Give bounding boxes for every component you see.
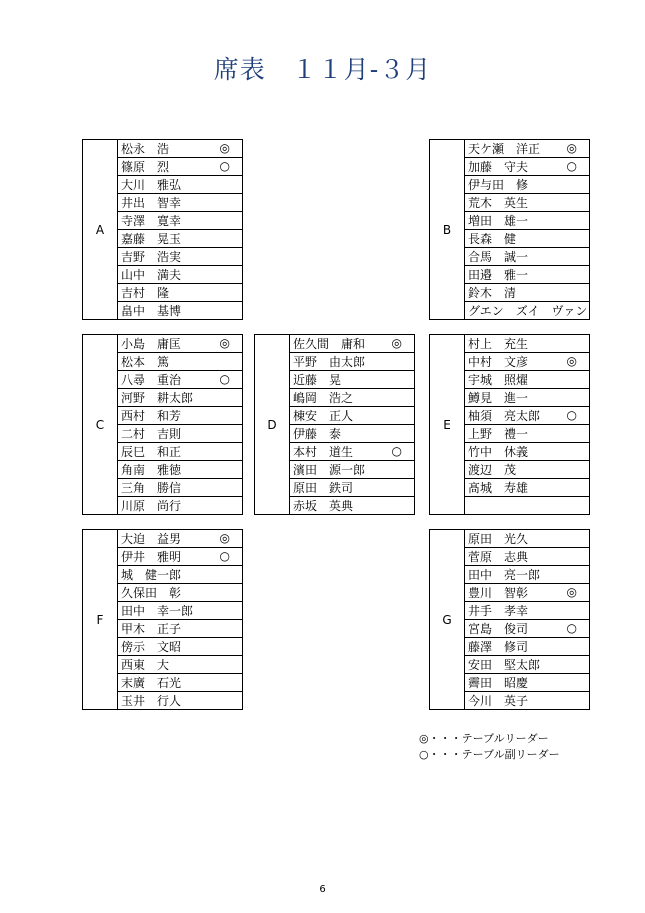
seat-cell: [118, 212, 243, 230]
seat-cell: [118, 425, 243, 443]
seat-name: 畠中 基博: [121, 303, 182, 318]
seat-name: 甲木 正子: [121, 621, 182, 636]
seat-name: 伊井 雅明: [121, 549, 182, 564]
seat-name: 平野 由太郎: [293, 354, 366, 369]
table-label: B: [430, 140, 465, 320]
seat-cell: [465, 548, 590, 566]
seat-name: 河野 耕太郎: [121, 390, 194, 405]
seat-cell: [465, 230, 590, 248]
seat-name: 大迫 益男: [121, 531, 182, 546]
seat-cell: [118, 302, 243, 320]
seat-cell: [290, 407, 415, 425]
seat-name: グエン ズイ ヴァン: [468, 303, 588, 318]
seat-name: 井手 孝幸: [468, 603, 529, 618]
seat-cell: [465, 566, 590, 584]
seat-name: 寺澤 寛幸: [121, 213, 182, 228]
seat-name: 濱田 源一郎: [293, 462, 366, 477]
table-label: G: [430, 530, 465, 710]
seat-name: 三角 勝信: [121, 480, 182, 495]
seat-cell: [118, 674, 243, 692]
seat-name: 天ケ瀬 洋正: [468, 141, 541, 156]
seat-cell: [118, 461, 243, 479]
seat-name: 赤坂 英典: [293, 498, 354, 513]
seat-name: 二村 吉則: [121, 426, 182, 441]
role-mark: ○: [566, 621, 577, 635]
seat-name: 村上 充生: [468, 336, 529, 351]
seat-cell: [118, 497, 243, 515]
seat-name: 嘉藤 晃玉: [121, 231, 182, 246]
seat-name: 宇城 照燿: [468, 372, 529, 387]
seat-cell: [465, 284, 590, 302]
seat-cell: [465, 530, 590, 548]
seat-cell: [465, 497, 590, 515]
seat-cell: [465, 656, 590, 674]
seat-cell: [465, 389, 590, 407]
seat-cell: [465, 194, 590, 212]
seat-cell: [118, 407, 243, 425]
seat-cell: [118, 389, 243, 407]
table-label: E: [430, 335, 465, 515]
table-label: A: [83, 140, 118, 320]
seat-name: 辰巳 和正: [121, 444, 182, 459]
role-mark: ○: [219, 159, 230, 173]
seat-name: 原田 光久: [468, 531, 529, 546]
seat-name: 山中 満夫: [121, 267, 182, 282]
seat-name: 宮島 俊司: [468, 621, 529, 636]
seat-cell: [118, 479, 243, 497]
seat-cell: [118, 584, 243, 602]
seat-cell: [465, 176, 590, 194]
seat-table-e: [429, 334, 590, 515]
seat-cell: [465, 584, 590, 602]
seat-name: 棟安 正人: [293, 408, 354, 423]
seat-cell: [118, 158, 243, 176]
seat-cell: [118, 692, 243, 710]
seat-cell: [465, 602, 590, 620]
seat-cell: [465, 371, 590, 389]
seat-cell: [118, 602, 243, 620]
seat-name: 今川 英子: [468, 693, 529, 708]
seat-cell: [118, 140, 243, 158]
seat-name: 西村 和芳: [121, 408, 182, 423]
seat-cell: [465, 158, 590, 176]
seat-cell: [465, 266, 590, 284]
role-mark: ○: [219, 372, 230, 386]
seat-table-f: [82, 529, 243, 710]
seat-cell: [465, 479, 590, 497]
role-mark: ○: [219, 549, 230, 563]
seat-name: 松本 篤: [121, 354, 170, 369]
seat-name: 伊藤 泰: [293, 426, 342, 441]
seat-cell: [290, 443, 415, 461]
seat-name: 髙城 寿雄: [468, 480, 529, 495]
seat-cell: [290, 425, 415, 443]
role-mark: ◎: [566, 141, 577, 155]
seat-cell: [465, 140, 590, 158]
seat-cell: [290, 371, 415, 389]
role-mark: ◎: [219, 141, 230, 155]
seat-name: 田中 亮一郎: [468, 567, 541, 582]
seat-cell: [118, 176, 243, 194]
seat-name: 田中 幸一郎: [121, 603, 194, 618]
seat-table-d: [254, 334, 415, 515]
seat-cell: [118, 230, 243, 248]
seat-cell: [118, 656, 243, 674]
seat-name: 伊与田 修: [468, 177, 529, 192]
seat-name: 末廣 石光: [121, 675, 182, 690]
seat-cell: [290, 389, 415, 407]
seat-cell: [118, 443, 243, 461]
seat-cell: [465, 353, 590, 371]
seat-name: 鈴木 清: [468, 285, 517, 300]
seat-cell: [465, 443, 590, 461]
seat-name: 藤澤 修司: [468, 639, 529, 654]
seat-cell: [118, 530, 243, 548]
seat-name: 角南 雅徳: [121, 462, 182, 477]
seat-cell: [118, 284, 243, 302]
seat-cell: [290, 497, 415, 515]
seat-table-g: [429, 529, 590, 710]
legend-leader: ◎・・・テーブルリーダー: [419, 732, 549, 745]
seat-name: 久保田 彰: [121, 585, 182, 600]
seat-name: 合馬 誠一: [468, 249, 529, 264]
seat-cell: [290, 479, 415, 497]
seat-name: 松永 浩: [121, 141, 170, 156]
seat-name: 小島 庸匡: [121, 336, 182, 351]
seat-name: 中村 文彦: [468, 354, 529, 369]
seat-name: 竹中 休義: [468, 444, 529, 459]
seat-name: 玉井 行人: [121, 693, 182, 708]
page-title: 席表 １１月-３月: [213, 55, 432, 84]
table-row: [430, 530, 590, 548]
seat-name: 渡辺 茂: [468, 462, 517, 477]
seat-cell: [290, 335, 415, 353]
seat-name: 加藤 守夫: [468, 159, 529, 174]
seat-name: 嶋岡 浩之: [293, 390, 354, 405]
seat-cell: [118, 548, 243, 566]
role-mark: ◎: [219, 531, 230, 545]
seat-name: 鱒見 進一: [468, 390, 529, 405]
seat-name: 本村 道生: [293, 444, 354, 459]
legend-subleader: ○・・・テーブル副リーダー: [419, 748, 560, 761]
seat-name: 大川 雅弘: [121, 177, 182, 192]
seat-cell: [118, 638, 243, 656]
table-row: [83, 530, 243, 548]
seat-cell: [118, 194, 243, 212]
seat-cell: [465, 302, 590, 320]
role-mark: ◎: [566, 354, 577, 368]
role-mark: ○: [391, 444, 402, 458]
seat-cell: [118, 566, 243, 584]
seat-cell: [465, 692, 590, 710]
role-mark: ○: [566, 159, 577, 173]
role-mark: ◎: [566, 585, 577, 599]
seat-name: 城 健一郎: [121, 567, 182, 582]
seat-cell: [118, 266, 243, 284]
seat-name: 井出 智幸: [121, 195, 182, 210]
seat-name: 安田 堅太郎: [468, 657, 541, 672]
seat-name: 吉野 浩実: [121, 249, 182, 264]
seat-name: 長森 健: [468, 231, 517, 246]
seat-cell: [465, 425, 590, 443]
seat-cell: [290, 353, 415, 371]
seat-table-c: [82, 334, 243, 515]
table-row: [430, 140, 590, 158]
seat-cell: [118, 371, 243, 389]
seat-name: 柚須 亮太郎: [468, 408, 541, 423]
seat-name: 篠原 烈: [121, 159, 170, 174]
seat-cell: [465, 212, 590, 230]
seat-name: 原田 鉄司: [293, 480, 354, 495]
seat-name: 佐久間 庸和: [293, 336, 366, 351]
seat-name: 霽田 昭慶: [468, 675, 529, 690]
seat-name: 西東 大: [121, 657, 170, 672]
page-number: 6: [319, 884, 326, 895]
role-mark: ◎: [391, 336, 402, 350]
table-label: F: [83, 530, 118, 710]
table-label: D: [255, 335, 290, 515]
seat-cell: [118, 620, 243, 638]
seat-name: 菅原 志典: [468, 549, 529, 564]
seat-cell: [465, 674, 590, 692]
seat-name: 増田 雄一: [468, 213, 529, 228]
seat-name: 傍示 文昭: [121, 639, 182, 654]
seat-cell: [465, 335, 590, 353]
seat-cell: [465, 248, 590, 266]
seat-cell: [465, 407, 590, 425]
seat-name: 豊川 智彰: [468, 585, 529, 600]
role-mark: ○: [566, 408, 577, 422]
seat-name: 川原 尚行: [121, 498, 182, 513]
table-row: [83, 335, 243, 353]
table-label: C: [83, 335, 118, 515]
seat-name: 八尋 重治: [121, 372, 182, 387]
seat-cell: [290, 461, 415, 479]
seat-cell: [118, 335, 243, 353]
seat-table-b: [429, 139, 590, 320]
seat-table-a: [82, 139, 243, 320]
table-row: [83, 140, 243, 158]
table-row: [430, 335, 590, 353]
seat-name: 荒木 英生: [468, 195, 529, 210]
seat-cell: [465, 638, 590, 656]
role-mark: ◎: [219, 336, 230, 350]
seat-cell: [118, 353, 243, 371]
seat-cell: [118, 248, 243, 266]
seat-cell: [465, 461, 590, 479]
table-row: [255, 335, 415, 353]
seat-name: 上野 禮一: [468, 426, 529, 441]
seat-name: 近藤 晃: [293, 372, 342, 387]
seat-cell: [465, 620, 590, 638]
seat-name: 吉村 隆: [121, 285, 170, 300]
seat-name: 田邉 雅一: [468, 267, 529, 282]
